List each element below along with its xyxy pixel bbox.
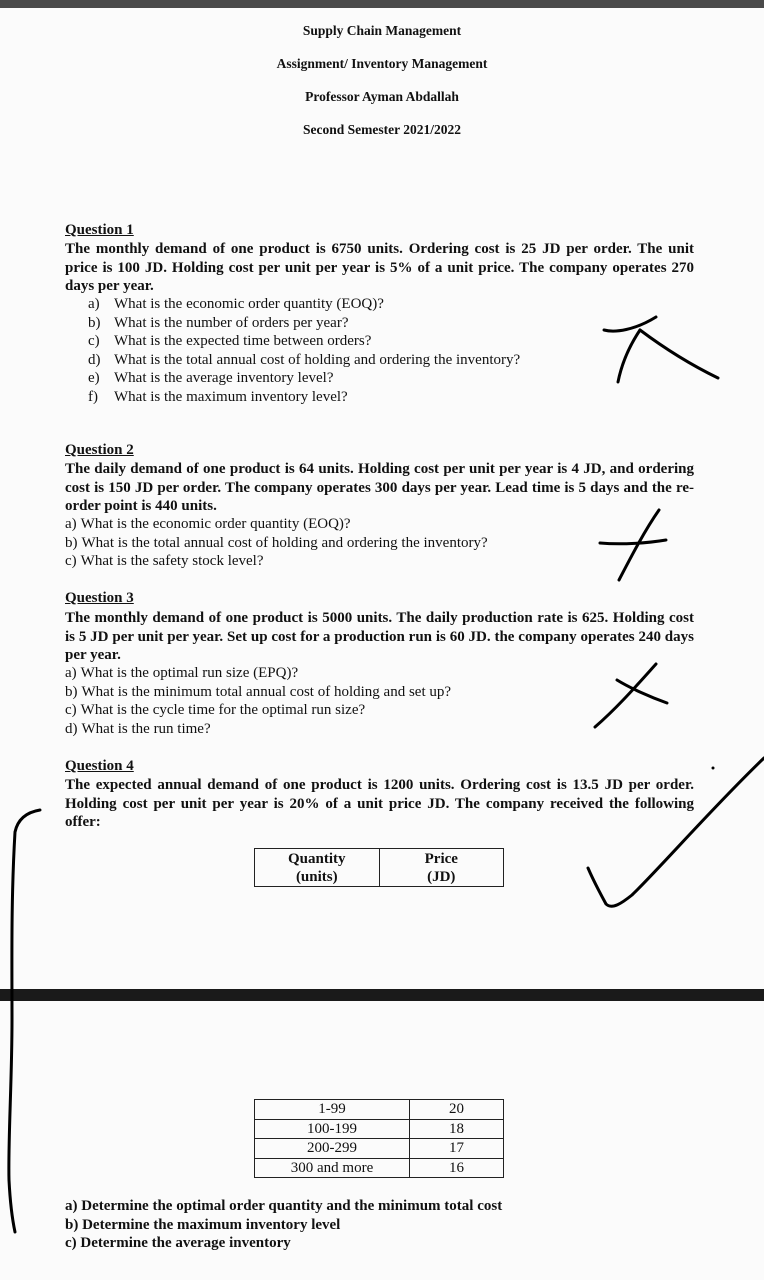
semester: Second Semester 2021/2022 <box>303 122 461 137</box>
list-item: d) What is the total annual cost of holding and ordering the inventory? <box>88 351 521 368</box>
professor-name: Professor Ayman Abdallah <box>305 89 459 104</box>
checkmark-question-4 <box>588 758 764 906</box>
list-item: c) Determine the average inventory <box>65 1235 291 1251</box>
question-1-text: The monthly demand of one product is 6750 units. Ordering cost is 25 JD per order. The unit price is 100 JD. Holding cost per unit per year is 5% of a unit price. The company operates 270 days per year. <box>65 241 694 294</box>
list-item: b) What is the number of orders per year? <box>88 314 349 331</box>
question-4-text: The expected annual demand of one product is 1200 units. Ordering cost is 13.5 JD per order. Holding cost per unit per year is 20% of a unit price JD. The company received the following offer: <box>65 777 694 830</box>
list-item: a) What is the optimal run size (EPQ)? <box>65 665 299 681</box>
question-2-text: The daily demand of one product is 64 units. Holding cost per unit per year is 4 JD, and ordering cost is 150 JD per order. The company operates 300 days per year. Lead time is 5 days and the re-order point is 440 units. <box>65 461 694 514</box>
list-item: c) What is the expected time between orders? <box>88 333 372 349</box>
question-4-title: Question 4 <box>65 758 134 774</box>
question-3-text: The monthly demand of one product is 5000 units. The daily production rate is 625. Holding cost is 5 JD per unit per year. Set up cost for a production run is 60 JD. the company operates 240 days per year. <box>65 610 694 663</box>
list-item: c) What is the cycle time for the optimal run size? <box>65 702 366 718</box>
list-item: c) What is the safety stock level? <box>65 553 264 569</box>
list-item: a) What is the economic order quantity (EOQ)? <box>65 516 351 532</box>
list-item: f) What is the maximum inventory level? <box>88 388 348 405</box>
price-header: Price (JD) <box>379 849 503 887</box>
list-item: e) What is the average inventory level? <box>88 370 334 386</box>
list-item: d) What is the run time? <box>65 720 211 737</box>
list-item: b) What is the total annual cost of holding and ordering the inventory? <box>65 534 488 551</box>
table-row: 100-199 18 <box>255 1119 504 1139</box>
question-1-title: Question 1 <box>65 222 134 238</box>
table-row: 300 and more 16 <box>255 1158 504 1178</box>
left-margin-bracket <box>9 810 40 1232</box>
assignment-title: Assignment/ Inventory Management <box>276 56 488 71</box>
question-2-title: Question 2 <box>65 442 134 458</box>
x-mark-question-3 <box>595 664 667 727</box>
list-item: b) Determine the maximum inventory level <box>65 1216 341 1233</box>
list-item: b) What is the minimum total annual cost of holding and set up? <box>65 683 452 700</box>
list-item: a) Determine the optimal order quantity and the minimum total cost <box>65 1198 503 1214</box>
question-3-title: Question 3 <box>65 590 134 606</box>
ink-dot <box>712 767 715 770</box>
course-title: Supply Chain Management <box>302 23 462 38</box>
list-item: a) What is the economic order quantity (EOQ)? <box>88 296 384 312</box>
x-mark-question-1 <box>604 317 718 382</box>
quantity-header: Quantity (units) <box>255 849 380 887</box>
table-row: 200-299 17 <box>255 1139 504 1159</box>
x-mark-question-2 <box>600 510 666 580</box>
table-row: 1-99 20 <box>255 1100 504 1120</box>
